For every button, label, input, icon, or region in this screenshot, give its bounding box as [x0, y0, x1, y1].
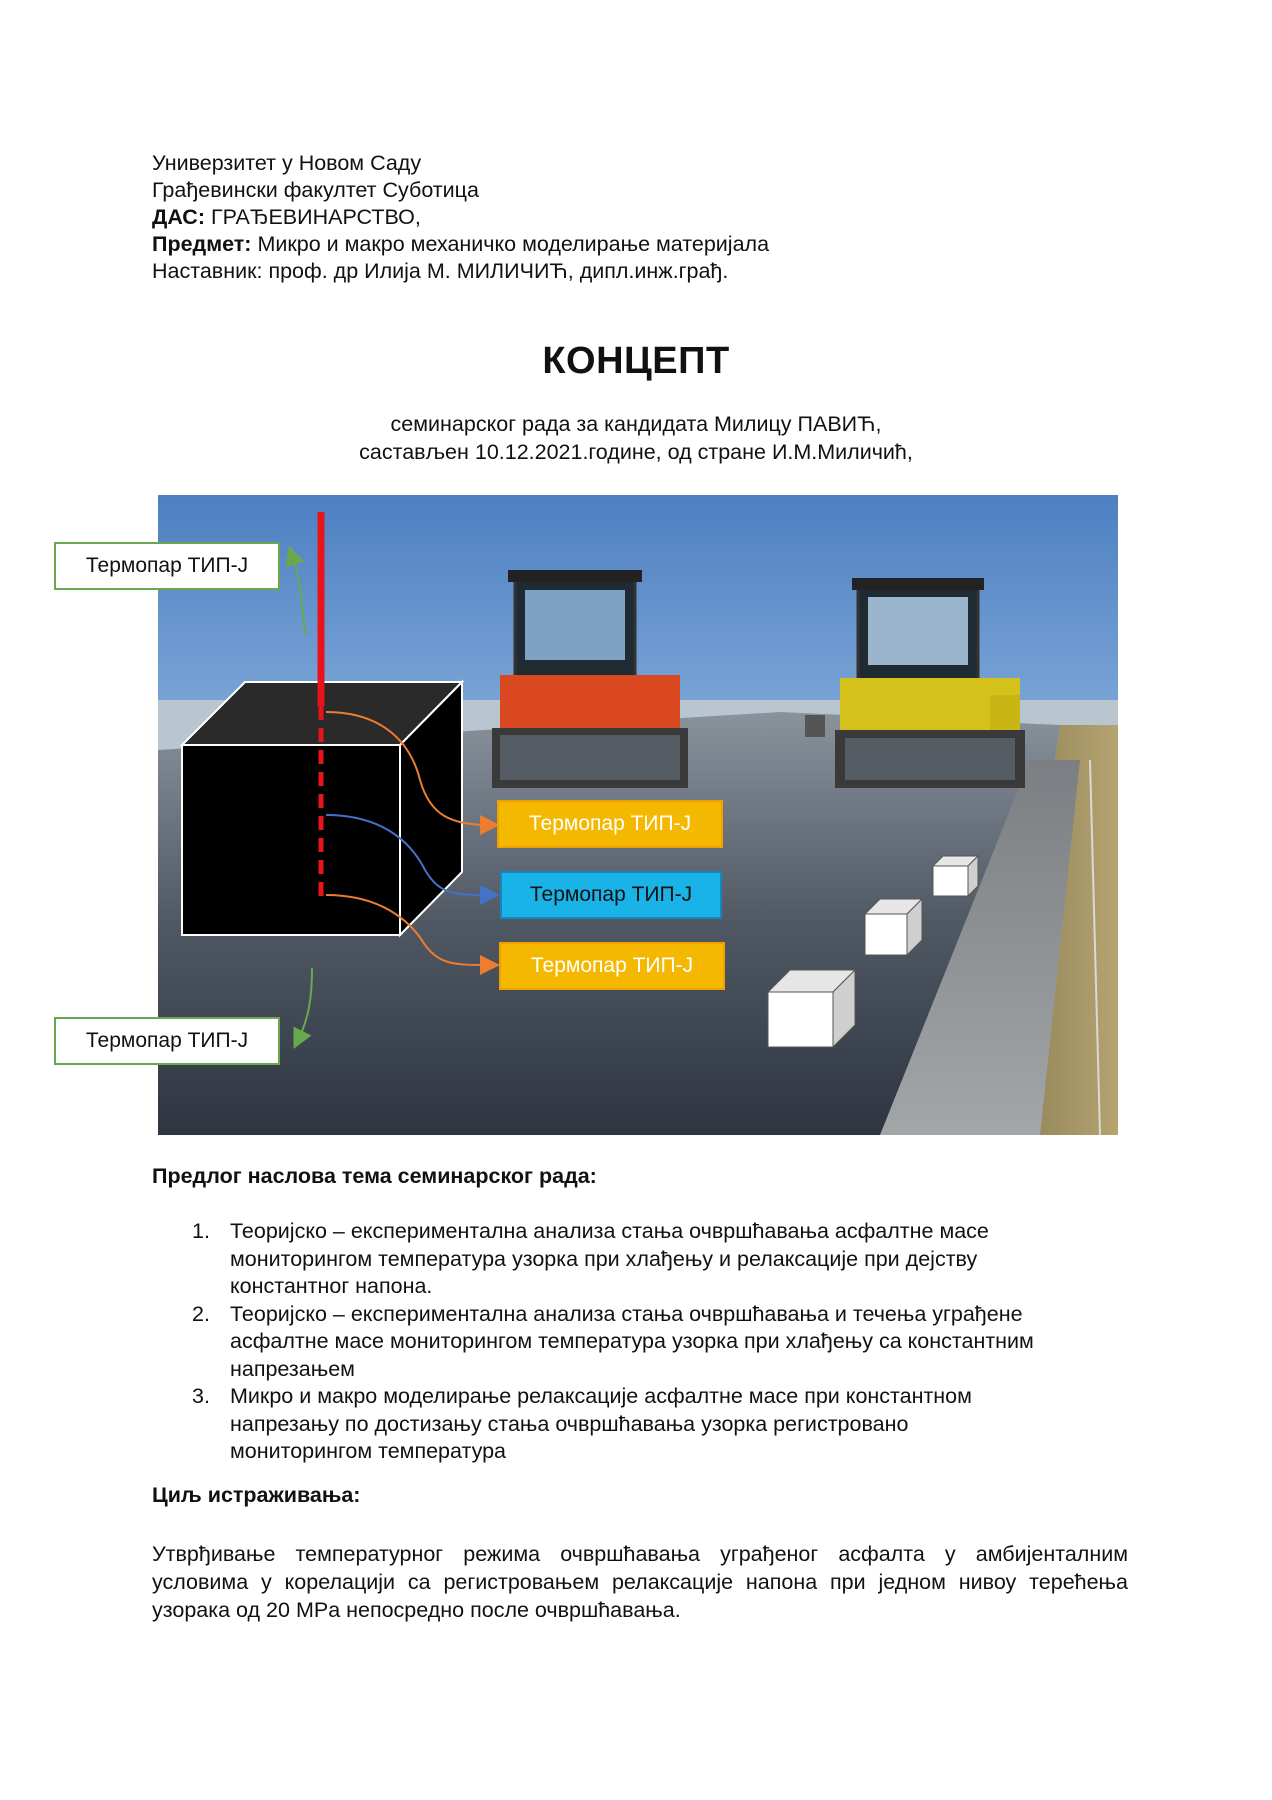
list-item-line: Теоријско – експериментална анализа стања очвршћавања асфалтне масе	[230, 1219, 989, 1243]
das-label: ДАС:	[152, 205, 205, 229]
list-item-line: Теоријско – експериментална анализа стања очвршћавања и течења уграђене	[230, 1301, 1023, 1326]
subtitle-line-2: састављен 10.12.2021.године, од стране И.М.Миличић,	[359, 440, 913, 464]
distant-roller	[805, 715, 825, 737]
subject-label: Предмет:	[152, 232, 252, 256]
thermocouple-label-upper: Термопар ТИП-Ј	[497, 800, 723, 848]
list-item-line: асфалтне масе мониторингом температура узорка при хлађењу са константним	[230, 1329, 1034, 1353]
list-item-number: 1.	[192, 1219, 210, 1243]
sample-cube-small	[933, 856, 978, 896]
list-item-line: мониторингом температура узорка при хлађењу и релаксације при дејству	[230, 1246, 978, 1271]
document-title: КОНЦЕПТ	[542, 340, 730, 382]
list-item	[152, 1218, 1132, 1301]
list-item-line: Микро и макро моделирање релаксације асфалтне масе при константном	[230, 1384, 972, 1408]
das-value: ГРАЂЕВИНАРСТВО,	[210, 205, 421, 229]
list-item	[152, 1383, 1132, 1466]
thermocouple-label-bottom: Термопар ТИП-Ј	[54, 1017, 280, 1065]
list-item-number: 3.	[192, 1384, 210, 1408]
topics-heading: Предлог наслова тема семинарског рада:	[152, 1164, 597, 1188]
cube-front-face	[182, 745, 400, 935]
sample-cube-large	[768, 970, 855, 1047]
list-item-line: напрезањем	[230, 1356, 355, 1381]
faculty-name: Грађевински факултет Суботица	[152, 178, 479, 202]
topics-list	[152, 1218, 1132, 1466]
thermocouple-label-middle: Термопар ТИП-Ј	[500, 871, 722, 919]
goal-paragraph: Утврђивање температурног режима очвршћавања уграђеног асфалта у амбијенталним условима у корелацији са регистровањем релаксације напона при једном нивоу терећења узорака од 20 MPa непосредно после очвршћавања.	[152, 1542, 1128, 1622]
goal-heading: Циљ истраживања:	[152, 1483, 361, 1507]
thermocouple-label-lower: Термопар ТИП-Ј	[499, 942, 725, 990]
thermocouple-label-top: Термопар ТИП-Ј	[54, 542, 280, 590]
list-item	[152, 1301, 1132, 1384]
subtitle-line-1: семинарског рада за кандидата Милицу ПАВИЋ,	[390, 412, 882, 436]
university-name: Универзитет у Новом Саду	[152, 151, 422, 175]
subject-value: Микро и макро механичко моделирање материјала	[257, 232, 770, 256]
list-item-number: 2.	[192, 1301, 210, 1326]
teacher-line: Наставник: проф. др Илија М. МИЛИЧИЋ, дипл.инж.грађ.	[152, 259, 729, 283]
list-item-line: напрезању по достизању стања очвршћавања узорка регистровано	[230, 1411, 909, 1436]
list-item-line: мониторингом температура	[230, 1439, 507, 1463]
list-item-line: константног напона.	[230, 1274, 433, 1298]
sample-cube-medium	[865, 899, 922, 955]
